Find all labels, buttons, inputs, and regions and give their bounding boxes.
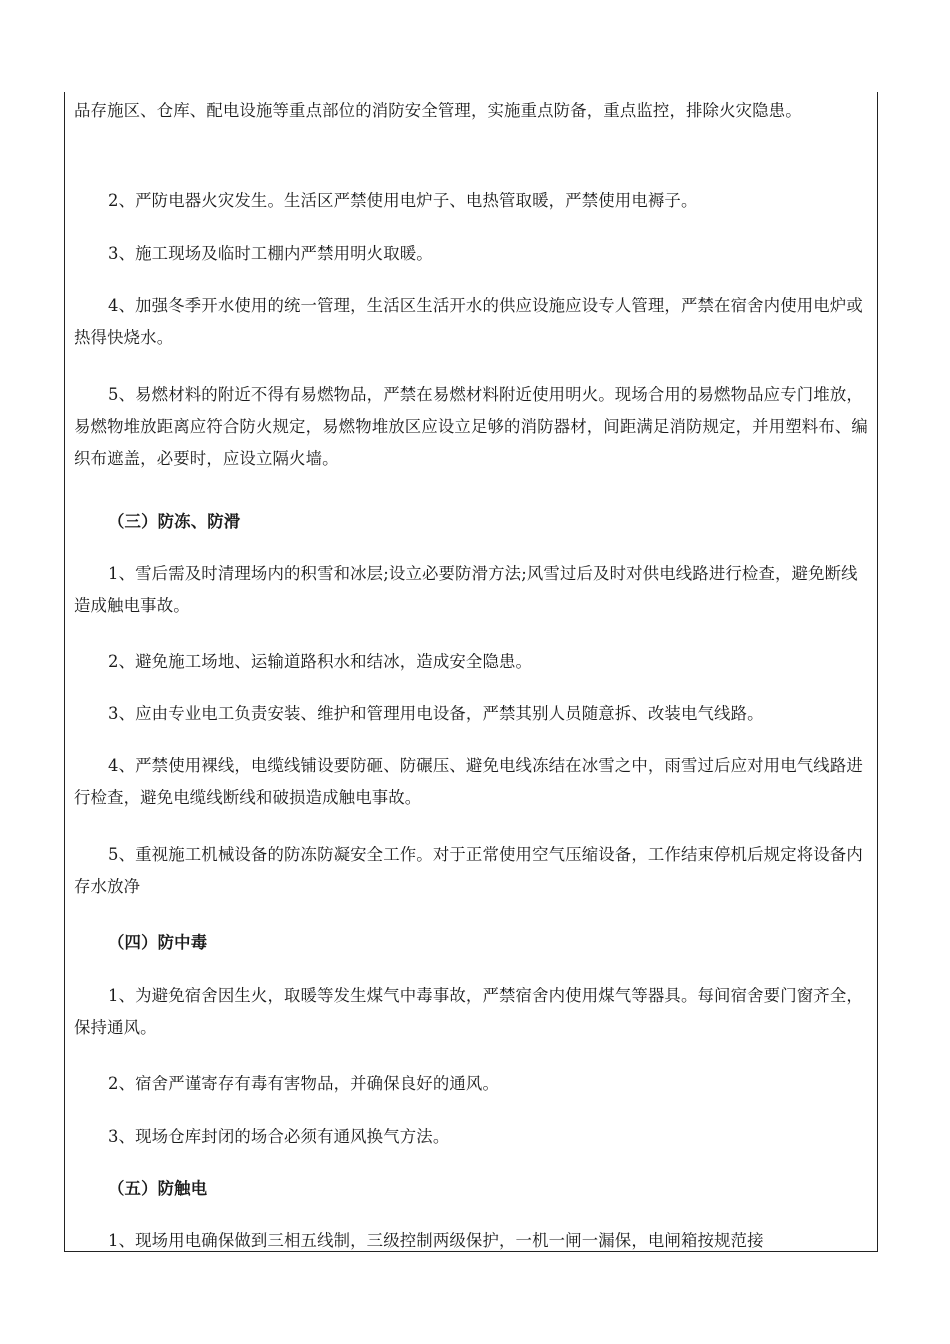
paragraph-text: 4、加强冬季开水使用的统一管理，生活区生活开水的供应设施应设专人管理，严禁在宿舍内使用电炉或热得快烧水。 (74, 296, 863, 347)
paragraph-text: 3、现场仓库封闭的场合必须有通风换气方法。 (108, 1127, 450, 1146)
freeze-item-5 (74, 839, 870, 903)
freeze-item-1 (74, 558, 870, 622)
paragraph-text: 2、宿舍严谨寄存有毒有害物品，并确保良好的通风。 (108, 1074, 500, 1093)
shock-item-1 (74, 1225, 870, 1257)
paragraph-fire-continued: 品存施区、仓库、配电设施等重点部位的消防安全管理，实施重点防备，重点监控，排除火灾隐患。 (74, 101, 802, 120)
freeze-item-3 (74, 698, 870, 730)
freeze-item-2 (74, 646, 870, 678)
fire-item-2 (74, 185, 870, 217)
paragraph-text: 3、施工现场及临时工棚内严禁用明火取暖。 (108, 244, 433, 263)
paragraph-text: 5、易燃材料的附近不得有易燃物品，严禁在易燃材料附近使用明火。现场合用的易燃物品应专门堆放，易燃物堆放距离应符合防火规定，易燃物堆放区应设立足够的消防器材，间距满足消防规定，并用塑料布、编织布遮盖，必要时，应设立隔火墙。 (74, 385, 868, 468)
section-heading: （四）防中毒 (108, 933, 208, 952)
paragraph-text: 2、严防电器火灾发生。生活区严禁使用电炉子、电热管取暖，严禁使用电褥子。 (108, 191, 698, 210)
section-heading: （五）防触电 (108, 1179, 208, 1198)
paragraph-text: 5、重视施工机械设备的防冻防凝安全工作。对于正常使用空气压缩设备，工作结束停机后规定将设备内存水放净 (74, 845, 863, 896)
paragraph-text: 1、为避免宿舍因生火，取暖等发生煤气中毒事故，严禁宿舍内使用煤气等器具。每间宿舍要门窗齐全，保持通风。 (74, 986, 863, 1037)
continued-paragraph (74, 95, 870, 127)
fire-item-5 (74, 379, 870, 475)
freeze-item-4 (74, 750, 870, 814)
section-heading-anti-shock (74, 1173, 870, 1205)
section-heading-anti-poison (74, 927, 870, 959)
paragraph-text: 2、避免施工场地、运输道路积水和结冰，造成安全隐患。 (108, 652, 533, 671)
section-heading: （三）防冻、防滑 (108, 512, 241, 531)
section-heading-anti-freeze (74, 506, 870, 538)
poison-item-3 (74, 1121, 870, 1153)
poison-item-1 (74, 980, 870, 1044)
poison-item-2 (74, 1068, 870, 1100)
fire-item-4 (74, 290, 870, 354)
paragraph-text: 1、现场用电确保做到三相五线制，三级控制两级保护，一机一闸一漏保，电闸箱按规范接 (108, 1231, 764, 1250)
paragraph-text: 3、应由专业电工负责安装、维护和管理用电设备，严禁其别人员随意拆、改装电气线路。 (108, 704, 764, 723)
fire-item-3 (74, 238, 870, 270)
paragraph-text: 1、雪后需及时清理场内的积雪和冰层;设立必要防滑方法;风雪过后及时对供电线路进行检查，避免断线造成触电事故。 (74, 564, 858, 615)
paragraph-text: 4、严禁使用裸线，电缆线铺设要防砸、防碾压、避免电线冻结在冰雪之中，雨雪过后应对用电气线路进行检查，避免电缆线断线和破损造成触电事故。 (74, 756, 863, 807)
